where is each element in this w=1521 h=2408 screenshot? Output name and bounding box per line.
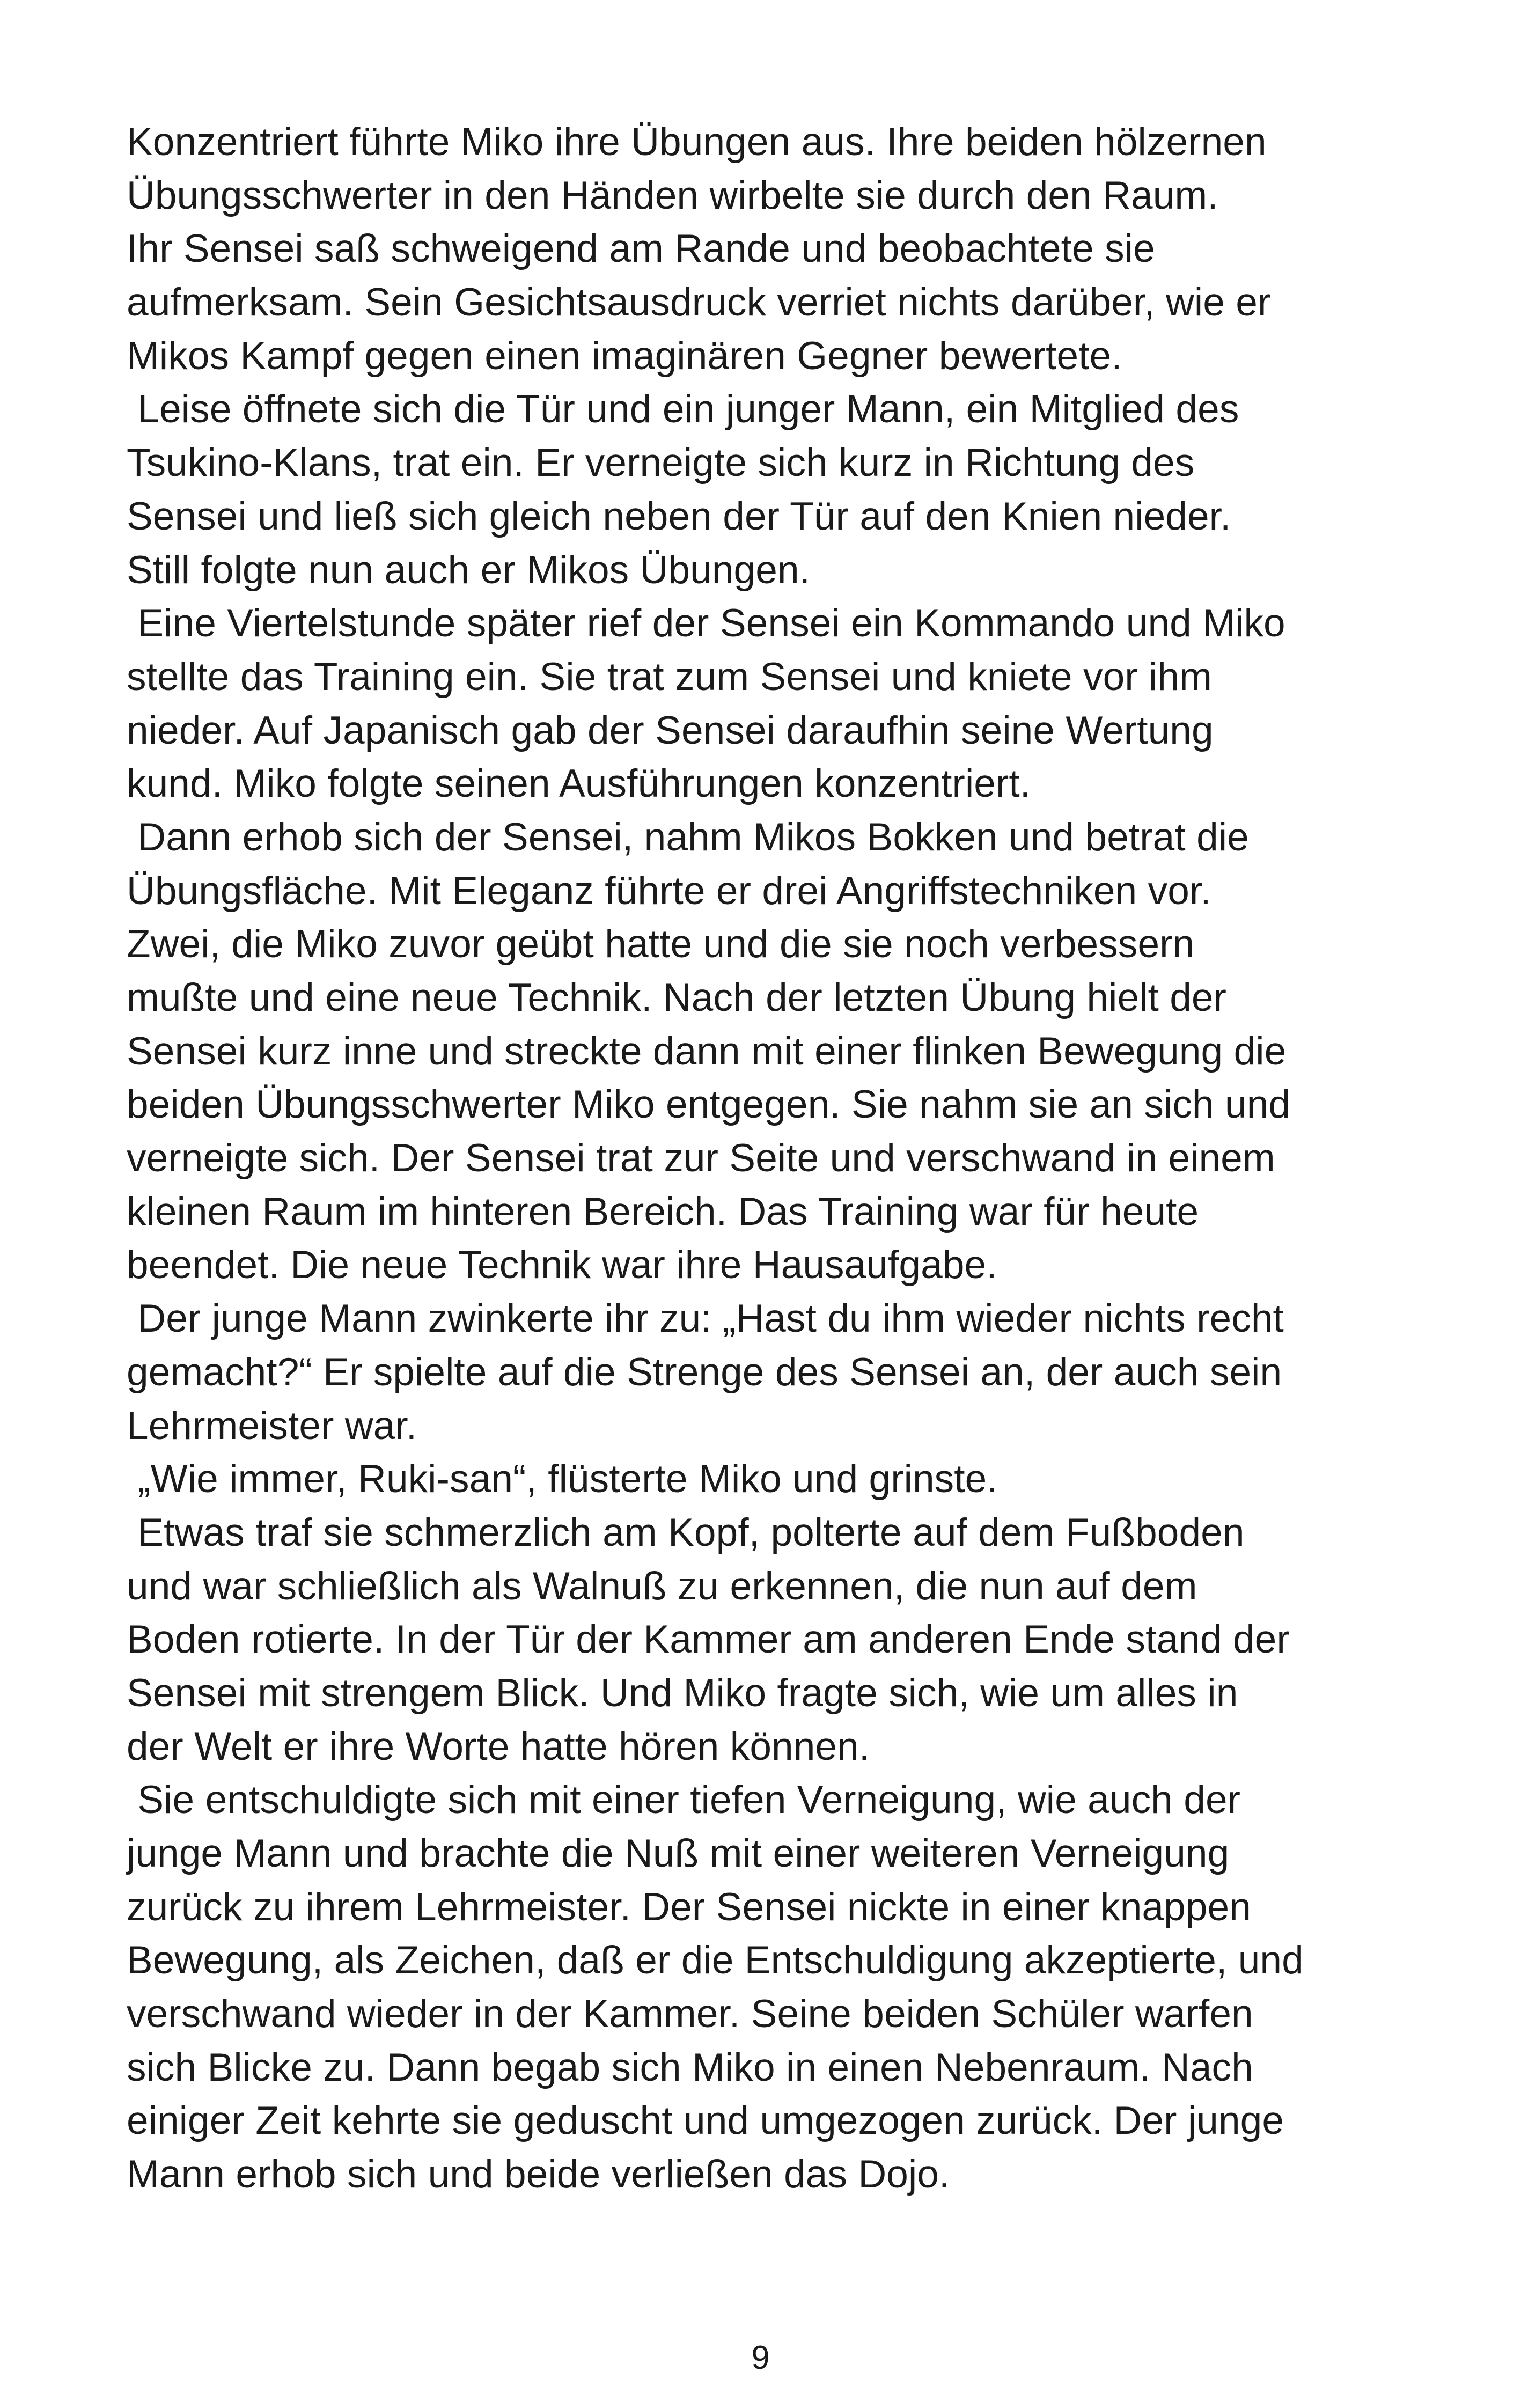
text-line: Zwei, die Miko zuvor geübt hatte und die sie noch verbessern xyxy=(127,922,1195,966)
text-line: junge Mann und brachte die Nuß mit einer weiteren Verneigung xyxy=(127,1832,1230,1875)
text-line: Sensei mit strengem Blick. Und Miko fragte sich, wie um alles in xyxy=(127,1671,1238,1715)
text-line: Mann erhob sich und beide verließen das Dojo. xyxy=(127,2153,950,2197)
text-line: „Wie immer, Ruki-san“, flüsterte Miko und grinste. xyxy=(127,1457,998,1501)
text-line: aufmerksam. Sein Gesichtsausdruck verriet nichts darüber, wie er xyxy=(127,281,1271,325)
text-line: stellte das Training ein. Sie trat zum Sensei und kniete vor ihm xyxy=(127,655,1213,699)
text-line: beendet. Die neue Technik war ihre Hausaufgabe. xyxy=(127,1243,997,1287)
text-line: Still folgte nun auch er Mikos Übungen. xyxy=(127,548,811,592)
text-line: Konzentriert führte Miko ihre Übungen aus. Ihre beiden hölzernen xyxy=(127,120,1267,164)
text-line: verneigte sich. Der Sensei trat zur Seite und verschwand in einem xyxy=(127,1136,1275,1180)
text-line: Eine Viertelstunde später rief der Sensei ein Kommando und Miko xyxy=(127,601,1285,645)
text-line: Übungsfläche. Mit Eleganz führte er drei Angriffstechniken vor. xyxy=(127,869,1211,913)
text-line: Sensei und ließ sich gleich neben der Tür auf den Knien nieder. xyxy=(127,494,1231,538)
text-line: Etwas traf sie schmerzlich am Kopf, polterte auf dem Fußboden xyxy=(127,1510,1245,1554)
text-line: Tsukino-Klans, trat ein. Er verneigte sich kurz in Richtung des xyxy=(127,441,1195,485)
text-line: Übungsschwerter in den Händen wirbelte sie durch den Raum. xyxy=(127,173,1218,217)
text-line: Bewegung, als Zeichen, daß er die Entschuldigung akzeptierte, und xyxy=(127,1939,1304,1983)
text-line: Sensei kurz inne und streckte dann mit einer flinken Bewegung die xyxy=(127,1029,1287,1073)
text-line: kund. Miko folgte seinen Ausführungen konzentriert. xyxy=(127,762,1031,806)
text-line: der Welt er ihre Worte hatte hören können. xyxy=(127,1724,870,1768)
text-line: Leise öffnete sich die Tür und ein junger Mann, ein Mitglied des xyxy=(127,387,1239,431)
text-line: und war schließlich als Walnuß zu erkennen, die nun auf dem xyxy=(127,1564,1197,1608)
text-line: Sie entschuldigte sich mit einer tiefen Verneigung, wie auch der xyxy=(127,1778,1241,1822)
body-text xyxy=(127,115,1414,2201)
page-number: 9 xyxy=(751,2339,770,2376)
text-line: gemacht?“ Er spielte auf die Strenge des Sensei an, der auch sein xyxy=(127,1350,1282,1394)
text-line: Dann erhob sich der Sensei, nahm Mikos Bokken und betrat die xyxy=(127,815,1249,859)
text-line: kleinen Raum im hinteren Bereich. Das Training war für heute xyxy=(127,1190,1199,1234)
text-line: Mikos Kampf gegen einen imaginären Gegner bewertete. xyxy=(127,334,1122,378)
text-line: zurück zu ihrem Lehrmeister. Der Sensei nickte in einer knappen xyxy=(127,1885,1251,1929)
text-line: einiger Zeit kehrte sie geduscht und umgezogen zurück. Der junge xyxy=(127,2099,1284,2143)
text-line: nieder. Auf Japanisch gab der Sensei daraufhin seine Wertung xyxy=(127,708,1214,752)
text-line: Der junge Mann zwinkerte ihr zu: „Hast du ihm wieder nichts recht xyxy=(127,1297,1284,1341)
text-line: Boden rotierte. In der Tür der Kammer am anderen Ende stand der xyxy=(127,1618,1290,1662)
text-line: verschwand wieder in der Kammer. Seine beiden Schüler warfen xyxy=(127,1992,1253,2036)
text-line: sich Blicke zu. Dann begab sich Miko in einen Nebenraum. Nach xyxy=(127,2045,1253,2089)
text-line: mußte und eine neue Technik. Nach der letzten Übung hielt der xyxy=(127,976,1227,1019)
text-line: Ihr Sensei saß schweigend am Rande und beobachtete sie xyxy=(127,227,1155,271)
text-line: Lehrmeister war. xyxy=(127,1404,417,1448)
text-line: beiden Übungsschwerter Miko entgegen. Sie nahm sie an sich und xyxy=(127,1083,1291,1127)
